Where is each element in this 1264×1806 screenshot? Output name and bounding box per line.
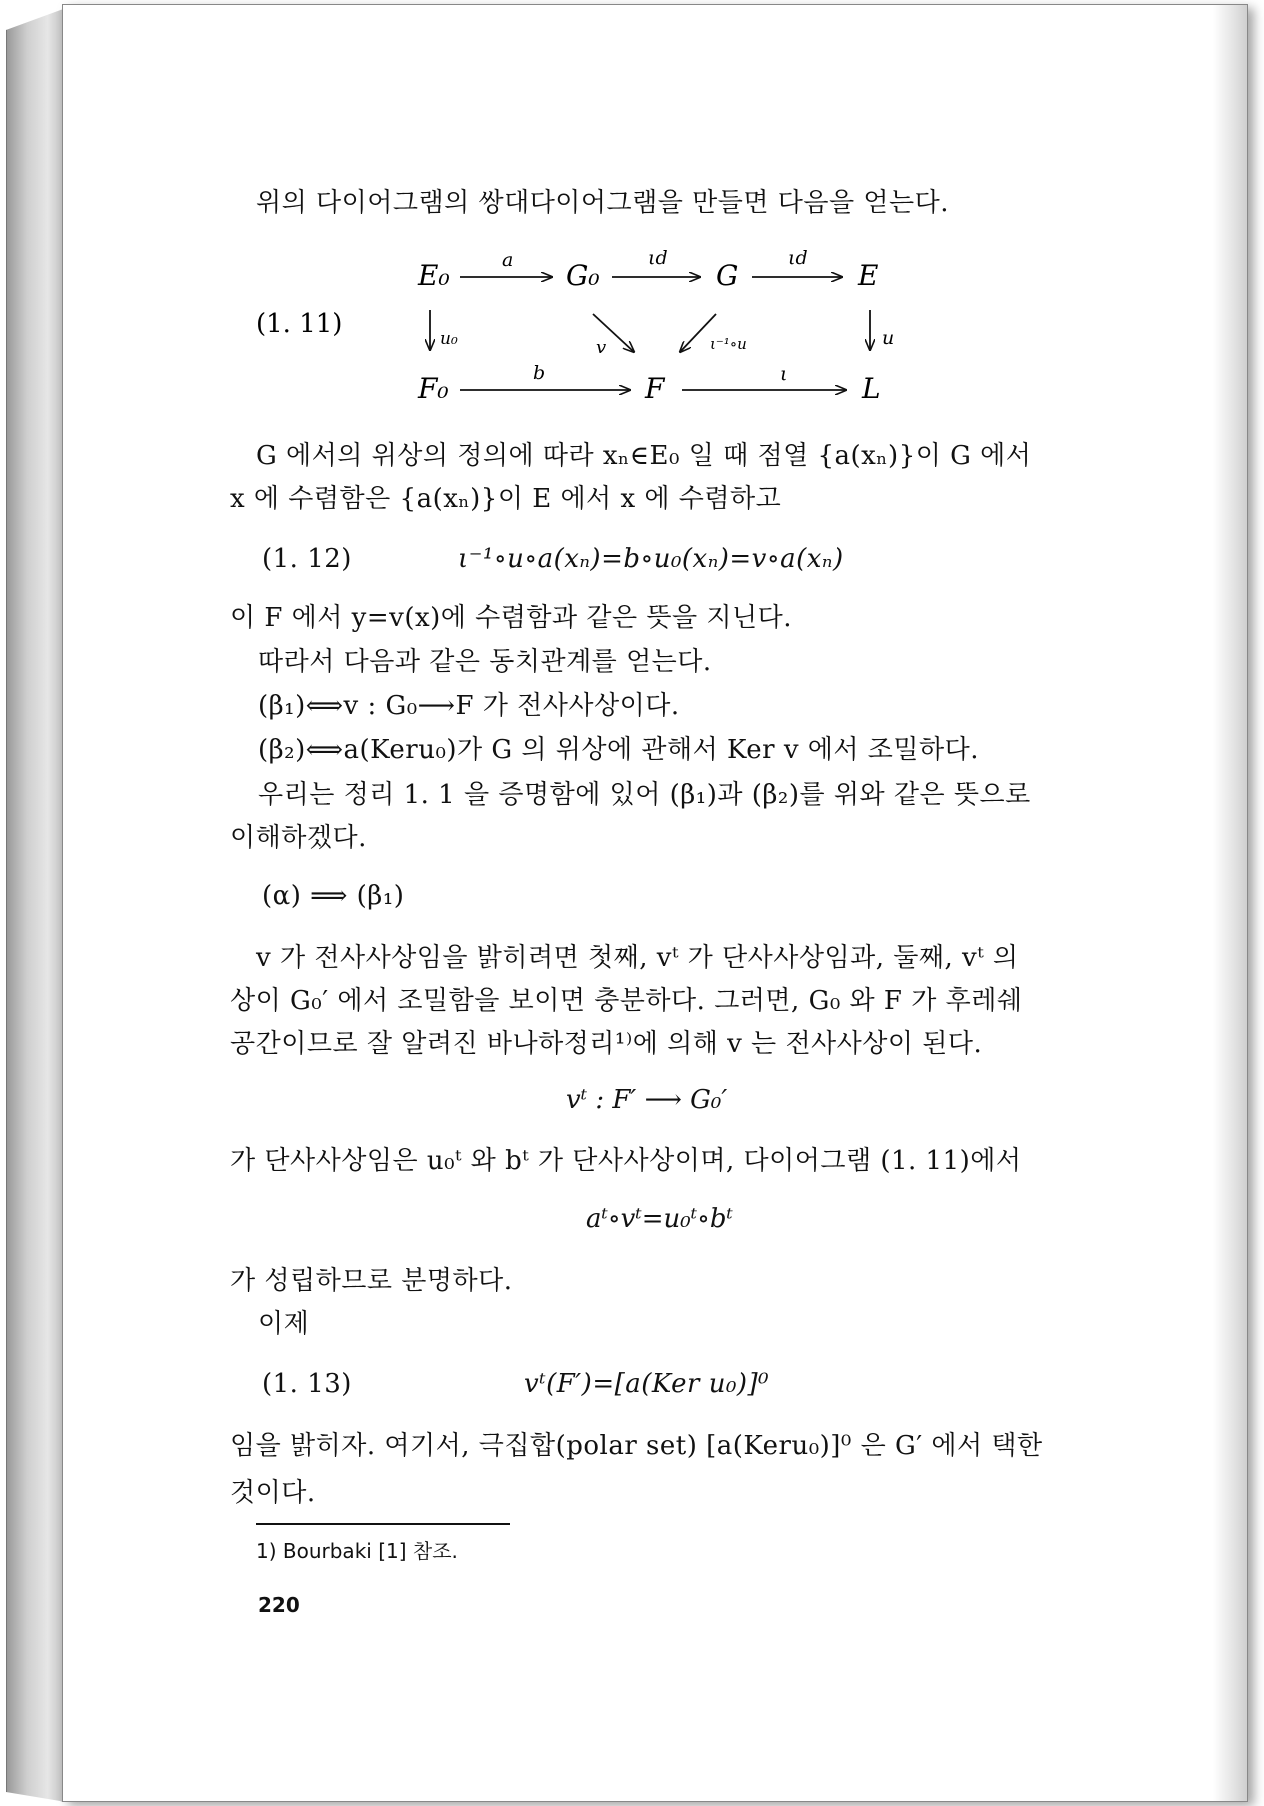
diagram-1-11 [0, 0, 1264, 430]
formula-vt: vᵗ : F′ ⟶ G₀′ [566, 1085, 728, 1115]
node-G: G [716, 259, 739, 292]
footnote-rule [256, 1523, 510, 1525]
node-F0: F₀ [418, 372, 449, 405]
arrow-label-iu: ι⁻¹∘u [710, 335, 747, 353]
node-F: F [645, 372, 665, 405]
arrow-label-u0: u₀ [440, 329, 458, 349]
equation-label-1-11: (1. 11) [256, 309, 343, 339]
beta2-equivalence: (β₂)⟺a(Keru₀)가 G 의 위상에 관해서 Ker v 에서 조밀하다. [258, 735, 980, 765]
now-text: 이제 [258, 1309, 310, 1339]
node-L: L [862, 372, 881, 405]
line-hence: 따라서 다음과 같은 동치관계를 얻는다. [258, 647, 712, 677]
node-G0: G₀ [566, 259, 600, 292]
para5: 가 성립하므로 분명하다. [230, 1266, 513, 1296]
para6-line1: 임을 밝히자. 여기서, 극집합(polar set) [a(Keru₀)]⁰ 은 G′ 에서 택한 [230, 1431, 1043, 1461]
arrow-label-b: b [533, 362, 546, 384]
equation-label-1-13: (1. 13) [262, 1369, 352, 1399]
node-E: E [858, 259, 879, 292]
arrow-label-id-1: ιd [648, 247, 668, 269]
line-after-1-12: 이 F 에서 y=v(x)에 수렴함과 같은 뜻을 지닌다. [230, 603, 793, 633]
para3-line1: v 가 전사사상임을 밝히려면 첫째, vᵗ 가 단사사상임과, 둘째, vᵗ 의 [256, 943, 1019, 973]
intro-text: 위의 다이어그램의 쌍대다이어그램을 만들면 다음을 얻는다. [256, 188, 949, 218]
para1-line1: G 에서의 위상의 정의에 따라 xₙ∈E₀ 일 때 점열 {a(xₙ)}이 G 에서 [256, 441, 1032, 471]
arrow-label-a: a [502, 249, 514, 271]
equation-1-12: ι⁻¹∘u∘a(xₙ)=b∘u₀(xₙ)=v∘a(xₙ) [458, 544, 844, 574]
node-E0: E₀ [418, 259, 450, 292]
arrow-label-iota: ι [780, 363, 788, 385]
beta1-equivalence: (β₁)⟺v : G₀⟶F 가 전사사상이다. [258, 691, 680, 721]
para3-line3: 공간이므로 잘 알려진 바나하정리¹⁾에 의해 v 는 전사사상이 된다. [230, 1029, 983, 1059]
arrow-label-v: v [596, 337, 607, 358]
formula-at: aᵗ∘vᵗ=u₀ᵗ∘bᵗ [586, 1204, 733, 1234]
equation-label-1-12: (1. 12) [262, 544, 352, 574]
implication-alpha-beta1: (α) ⟹ (β₁) [262, 881, 405, 911]
para1-line2: x 에 수렴함은 {a(xₙ)}이 E 에서 x 에 수렴하고 [230, 484, 782, 514]
para4: 가 단사사상임은 u₀ᵗ 와 bᵗ 가 단사사상이며, 다이어그램 (1. 11)에서 [230, 1146, 1022, 1176]
para2-line2: 이해하겠다. [230, 823, 367, 853]
footnote: 1) Bourbaki [1] 참조. [256, 1539, 458, 1563]
para3-line2: 상이 G₀′ 에서 조밀함을 보이면 충분하다. 그러면, G₀ 와 F 가 후레쉐 [230, 986, 1023, 1016]
para6-line2: 것이다. [230, 1478, 316, 1508]
page-number: 220 [258, 1593, 300, 1617]
arrow-label-id-2: ιd [788, 247, 808, 269]
para2-line1: 우리는 정리 1. 1 을 증명함에 있어 (β₁)과 (β₂)를 위와 같은 뜻으로 [258, 780, 1031, 810]
equation-1-13: vᵗ(F′)=[a(Ker u₀)]⁰ [524, 1369, 770, 1399]
arrow-label-u: u [882, 327, 895, 349]
